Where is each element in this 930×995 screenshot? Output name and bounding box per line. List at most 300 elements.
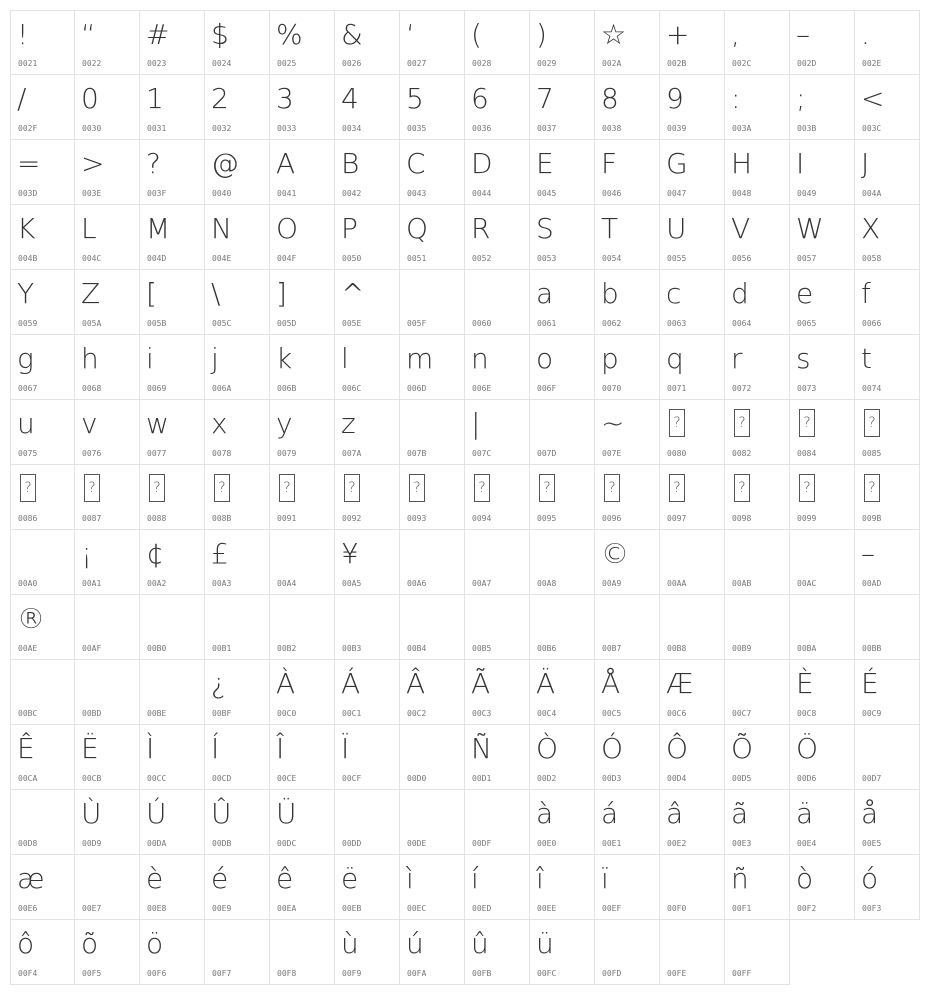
glyph-sample: ü [536, 927, 554, 960]
glyph-codepoint: 005C [212, 319, 232, 328]
glyph-cell [465, 10, 530, 75]
glyph-sample: Ü [276, 797, 297, 830]
glyph-cell [660, 530, 725, 595]
glyph-codepoint: 0059 [18, 319, 38, 328]
glyph-cell [75, 270, 140, 335]
glyph-codepoint: 0024 [212, 59, 232, 68]
glyph-sample: ó [861, 862, 879, 895]
glyph-sample: ò [796, 862, 814, 895]
glyph-cell [10, 465, 75, 530]
glyph-cell [205, 400, 270, 465]
glyph-cell [10, 790, 75, 855]
glyph-cell [270, 790, 335, 855]
glyph-cell [855, 595, 920, 660]
glyph-cell [660, 855, 725, 920]
glyph-sample: ô [17, 927, 35, 960]
glyph-sample: è [146, 862, 164, 895]
glyph-cell [595, 595, 660, 660]
glyph-sample: Ó [601, 732, 624, 765]
glyph-cell [140, 75, 205, 140]
glyph-sample: ; [796, 82, 806, 115]
glyph-cell [400, 530, 465, 595]
glyph-codepoint: 0053 [537, 254, 557, 263]
glyph-codepoint: 003F [147, 189, 167, 198]
glyph-cell [530, 595, 595, 660]
glyph-sample: É [861, 667, 879, 700]
glyph-codepoint: 0048 [732, 189, 752, 198]
glyph-sample: ] [276, 277, 287, 310]
glyph-codepoint: 0034 [342, 124, 362, 133]
glyph-cell [660, 920, 725, 985]
glyph-codepoint: 0042 [342, 189, 362, 198]
glyph-sample: ( [471, 18, 482, 51]
glyph-cell [400, 595, 465, 660]
glyph-codepoint: 0078 [212, 449, 232, 458]
glyph-cell [855, 660, 920, 725]
glyph-sample: Z [81, 277, 101, 310]
glyph-codepoint: 00AA [667, 579, 687, 588]
glyph-cell [595, 725, 660, 790]
glyph-sample: 4 [341, 82, 359, 115]
glyph-codepoint: 0071 [667, 384, 687, 393]
glyph-sample: ) [536, 18, 547, 51]
glyph-cell [530, 790, 595, 855]
glyph-cell [660, 465, 725, 530]
glyph-codepoint: 00D7 [862, 774, 882, 783]
glyph-cell [270, 335, 335, 400]
glyph-cell [660, 10, 725, 75]
glyph-cell [595, 10, 660, 75]
glyph-sample: Ú [146, 797, 167, 830]
glyph-codepoint: 0043 [407, 189, 427, 198]
glyph-codepoint: 0079 [277, 449, 297, 458]
glyph-codepoint: 0055 [667, 254, 687, 263]
glyph-codepoint: 00F6 [147, 969, 167, 978]
glyph-cell [855, 75, 920, 140]
glyph-sample: v [81, 407, 98, 440]
glyph-codepoint: 00CA [18, 774, 38, 783]
glyph-codepoint: 0093 [407, 514, 427, 523]
glyph-codepoint: 002D [797, 59, 817, 68]
glyph-codepoint: 006A [212, 384, 232, 393]
glyph-cell [75, 400, 140, 465]
glyph-sample: [ [146, 277, 157, 310]
glyph-cell [270, 400, 335, 465]
glyph-cell [465, 920, 530, 985]
glyph-codepoint: 005A [82, 319, 102, 328]
glyph-sample: l [341, 342, 349, 375]
glyph-sample: k [276, 342, 293, 375]
glyph-codepoint: 00E2 [667, 839, 687, 848]
glyph-cell [595, 335, 660, 400]
glyph-codepoint: 002E [862, 59, 882, 68]
glyph-codepoint: 0027 [407, 59, 427, 68]
glyph-codepoint: 00F3 [862, 904, 882, 913]
glyph-cell [400, 75, 465, 140]
glyph-codepoint: 0095 [537, 514, 557, 523]
glyph-cell [335, 855, 400, 920]
glyph-cell [855, 205, 920, 270]
glyph-cell [465, 660, 530, 725]
glyph-sample: – [796, 18, 810, 51]
glyph-cell [400, 270, 465, 335]
glyph-cell [725, 725, 790, 790]
glyph-sample: “ [81, 18, 96, 51]
glyph-cell [855, 725, 920, 790]
glyph-codepoint: 0065 [797, 319, 817, 328]
glyph-cell [335, 335, 400, 400]
glyph-sample: i [146, 342, 154, 375]
glyph-cell [465, 530, 530, 595]
glyph-sample: y [276, 407, 293, 440]
glyph-cell [335, 920, 400, 985]
glyph-codepoint: 00D0 [407, 774, 427, 783]
glyph-cell [790, 530, 855, 595]
glyph-codepoint: 00B6 [537, 644, 557, 653]
glyph-sample: ® [17, 602, 45, 635]
glyph-codepoint: 002F [18, 124, 38, 133]
glyph-cell [465, 595, 530, 660]
missing-glyph-box: ? [279, 474, 295, 502]
glyph-codepoint: 006F [537, 384, 557, 393]
glyph-cell [75, 725, 140, 790]
glyph-cell [465, 725, 530, 790]
glyph-cell [335, 400, 400, 465]
glyph-codepoint: 0072 [732, 384, 752, 393]
glyph-sample: ¥ [341, 537, 359, 570]
missing-glyph-box: ? [539, 474, 555, 502]
glyph-cell [335, 205, 400, 270]
glyph-codepoint: 0037 [537, 124, 557, 133]
glyph-codepoint: 0074 [862, 384, 882, 393]
glyph-codepoint: 0045 [537, 189, 557, 198]
glyph-sample: Ï [341, 732, 350, 765]
glyph-codepoint: 007D [537, 449, 557, 458]
glyph-cell [725, 270, 790, 335]
glyph-sample: È [796, 667, 814, 700]
glyph-cell [270, 855, 335, 920]
glyph-sample: À [276, 667, 296, 700]
glyph-codepoint: 003E [82, 189, 102, 198]
glyph-codepoint: 0060 [472, 319, 492, 328]
glyph-sample: ¢ [146, 537, 164, 570]
glyph-cell [855, 10, 920, 75]
glyph-cell [10, 725, 75, 790]
glyph-cell [400, 725, 465, 790]
glyph-cell [530, 920, 595, 985]
glyph-cell [530, 335, 595, 400]
glyph-cell [465, 270, 530, 335]
glyph-sample: Ë [81, 732, 99, 765]
glyph-codepoint: 00FC [537, 969, 557, 978]
glyph-codepoint: 00A0 [18, 579, 38, 588]
missing-glyph-box: ? [864, 474, 880, 502]
glyph-codepoint: 0085 [862, 449, 882, 458]
glyph-cell [10, 660, 75, 725]
glyph-sample: c [666, 277, 682, 310]
glyph-sample: 3 [276, 82, 294, 115]
glyph-sample: Í [211, 732, 220, 765]
glyph-codepoint: 0038 [602, 124, 622, 133]
glyph-codepoint: 00C5 [602, 709, 622, 718]
glyph-codepoint: 0063 [667, 319, 687, 328]
glyph-codepoint: 008B [212, 514, 232, 523]
glyph-codepoint: 00B0 [147, 644, 167, 653]
glyph-cell [140, 10, 205, 75]
glyph-cell [400, 400, 465, 465]
glyph-sample: å [861, 797, 879, 830]
glyph-sample: , [731, 18, 740, 51]
glyph-cell [530, 725, 595, 790]
glyph-cell [140, 725, 205, 790]
glyph-cell [790, 10, 855, 75]
glyph-codepoint: 0088 [147, 514, 167, 523]
glyph-cell [660, 335, 725, 400]
glyph-cell [10, 855, 75, 920]
glyph-cell [335, 660, 400, 725]
glyph-cell [335, 10, 400, 75]
glyph-codepoint: 00EF [602, 904, 622, 913]
missing-glyph-box: ? [409, 474, 425, 502]
glyph-sample: J [861, 147, 870, 180]
glyph-codepoint: 00B8 [667, 644, 687, 653]
glyph-cell [855, 140, 920, 205]
glyph-codepoint: 0050 [342, 254, 362, 263]
glyph-sample: o [536, 342, 554, 375]
glyph-codepoint: 00C4 [537, 709, 557, 718]
missing-glyph-box: ? [214, 474, 230, 502]
glyph-codepoint: 00C9 [862, 709, 882, 718]
glyph-cell [790, 465, 855, 530]
glyph-codepoint: 0058 [862, 254, 882, 263]
glyph-codepoint: 0044 [472, 189, 492, 198]
glyph-sample: Y [17, 277, 35, 310]
glyph-codepoint: 002C [732, 59, 752, 68]
glyph-codepoint: 00A7 [472, 579, 492, 588]
glyph-sample: @ [211, 147, 239, 180]
glyph-codepoint: 00A3 [212, 579, 232, 588]
glyph-sample: % [276, 18, 303, 51]
glyph-codepoint: 00E7 [82, 904, 102, 913]
glyph-sample: 7 [536, 82, 554, 115]
glyph-codepoint: 0086 [18, 514, 38, 523]
glyph-cell [140, 660, 205, 725]
glyph-cell [855, 335, 920, 400]
glyph-sample: 1 [146, 82, 164, 115]
glyph-codepoint: 00F2 [797, 904, 817, 913]
glyph-cell [855, 855, 920, 920]
glyph-sample: Î [276, 732, 285, 765]
glyph-codepoint: 004C [82, 254, 102, 263]
glyph-codepoint: 00AD [862, 579, 882, 588]
glyph-cell [790, 140, 855, 205]
glyph-codepoint: 00F0 [667, 904, 687, 913]
glyph-codepoint: 00C6 [667, 709, 687, 718]
glyph-codepoint: 00B3 [342, 644, 362, 653]
glyph-cell [465, 140, 530, 205]
glyph-cell [465, 465, 530, 530]
glyph-codepoint: 002B [667, 59, 687, 68]
glyph-cell [205, 530, 270, 595]
glyph-cell [790, 725, 855, 790]
glyph-codepoint: 00A4 [277, 579, 297, 588]
glyph-sample: f [861, 277, 871, 310]
glyph-sample: Á [341, 667, 361, 700]
glyph-sample: õ [81, 927, 99, 960]
glyph-codepoint: 00EA [277, 904, 297, 913]
glyph-cell [660, 595, 725, 660]
glyph-cell [335, 465, 400, 530]
glyph-cell [270, 10, 335, 75]
glyph-cell [595, 270, 660, 335]
glyph-cell [205, 75, 270, 140]
glyph-cell [75, 920, 140, 985]
glyph-sample: G [666, 147, 688, 180]
glyph-sample: 0 [81, 82, 99, 115]
glyph-cell [530, 465, 595, 530]
glyph-cell [270, 75, 335, 140]
glyph-codepoint: 00FF [732, 969, 752, 978]
glyph-codepoint: 0023 [147, 59, 167, 68]
glyph-sample: ã [731, 797, 749, 830]
glyph-cell [10, 270, 75, 335]
glyph-cell [790, 270, 855, 335]
glyph-cell [595, 140, 660, 205]
glyph-cell [725, 530, 790, 595]
glyph-codepoint: 00E3 [732, 839, 752, 848]
glyph-cell [725, 75, 790, 140]
glyph-sample: ú [406, 927, 424, 960]
glyph-sample: Ã [471, 667, 491, 700]
glyph-cell [10, 335, 75, 400]
glyph-codepoint: 003A [732, 124, 752, 133]
glyph-sample: $ [211, 18, 229, 51]
glyph-sample: © [601, 537, 629, 570]
glyph-codepoint: 00E8 [147, 904, 167, 913]
glyph-codepoint: 00DC [277, 839, 297, 848]
glyph-sample: / [17, 82, 27, 115]
glyph-sample: F [601, 147, 618, 180]
glyph-cell [270, 725, 335, 790]
glyph-cell [140, 790, 205, 855]
glyph-codepoint: 00BB [862, 644, 882, 653]
glyph-codepoint: 0064 [732, 319, 752, 328]
glyph-sample: ê [276, 862, 294, 895]
glyph-sample: ï [601, 862, 609, 895]
glyph-codepoint: 0036 [472, 124, 492, 133]
glyph-cell [140, 465, 205, 530]
glyph-codepoint: 003C [862, 124, 882, 133]
glyph-codepoint: 00DE [407, 839, 427, 848]
glyph-codepoint: 0047 [667, 189, 687, 198]
glyph-codepoint: 00F1 [732, 904, 752, 913]
glyph-codepoint: 0076 [82, 449, 102, 458]
glyph-codepoint: 0087 [82, 514, 102, 523]
glyph-codepoint: 0094 [472, 514, 492, 523]
glyph-sample: \ [211, 277, 221, 310]
glyph-codepoint: 00D2 [537, 774, 557, 783]
glyph-sample: q [666, 342, 684, 375]
glyph-cell [335, 595, 400, 660]
glyph-codepoint: 00AF [82, 644, 102, 653]
missing-glyph-box: ? [149, 474, 165, 502]
glyph-cell [855, 530, 920, 595]
glyph-cell [75, 10, 140, 75]
glyph-sample: : [731, 82, 741, 115]
glyph-cell [205, 855, 270, 920]
glyph-sample: z [341, 407, 356, 440]
glyph-sample: U [666, 212, 687, 245]
glyph-codepoint: 00FD [602, 969, 622, 978]
glyph-cell [725, 140, 790, 205]
glyph-cell [10, 75, 75, 140]
glyph-sample: ~ [601, 407, 625, 440]
glyph-codepoint: 0025 [277, 59, 297, 68]
glyph-codepoint: 00B5 [472, 644, 492, 653]
glyph-codepoint: 009B [862, 514, 882, 523]
glyph-sample: b [601, 277, 619, 310]
glyph-codepoint: 0068 [82, 384, 102, 393]
glyph-codepoint: 007B [407, 449, 427, 458]
glyph-codepoint: 00A9 [602, 579, 622, 588]
glyph-sample: A [276, 147, 296, 180]
glyph-codepoint: 00B4 [407, 644, 427, 653]
glyph-sample: à [536, 797, 554, 830]
glyph-cell [660, 790, 725, 855]
glyph-sample: | [471, 407, 481, 440]
glyph-codepoint: 00BF [212, 709, 232, 718]
glyph-sample: Ò [536, 732, 559, 765]
glyph-sample: ä [796, 797, 814, 830]
glyph-codepoint: 00C7 [732, 709, 752, 718]
glyph-sample: n [471, 342, 489, 375]
glyph-codepoint: 0039 [667, 124, 687, 133]
glyph-cell [725, 790, 790, 855]
glyph-sample: ì [406, 862, 414, 895]
glyph-cell [530, 855, 595, 920]
glyph-codepoint: 0062 [602, 319, 622, 328]
glyph-codepoint: 0033 [277, 124, 297, 133]
glyph-codepoint: 00D1 [472, 774, 492, 783]
glyph-sample: V [731, 212, 751, 245]
glyph-codepoint: 00C1 [342, 709, 362, 718]
missing-glyph-box: ? [344, 474, 360, 502]
glyph-sample: û [471, 927, 489, 960]
glyph-codepoint: 0026 [342, 59, 362, 68]
glyph-sample: á [601, 797, 619, 830]
glyph-cell [10, 140, 75, 205]
glyph-codepoint: 00DD [342, 839, 362, 848]
glyph-cell [205, 10, 270, 75]
glyph-cell [205, 205, 270, 270]
glyph-codepoint: 00CE [277, 774, 297, 783]
glyph-codepoint: 002A [602, 59, 622, 68]
glyph-cell [205, 465, 270, 530]
glyph-codepoint: 00F9 [342, 969, 362, 978]
glyph-cell [790, 660, 855, 725]
glyph-sample: s [796, 342, 811, 375]
glyph-codepoint: 006D [407, 384, 427, 393]
glyph-sample: I [796, 147, 805, 180]
glyph-sample: r [731, 342, 743, 375]
glyph-codepoint: 00EC [407, 904, 427, 913]
glyph-codepoint: 0067 [18, 384, 38, 393]
glyph-codepoint: 004B [18, 254, 38, 263]
glyph-cell [400, 205, 465, 270]
glyph-sample: Ô [666, 732, 689, 765]
glyph-cell [205, 270, 270, 335]
glyph-cell [855, 400, 920, 465]
